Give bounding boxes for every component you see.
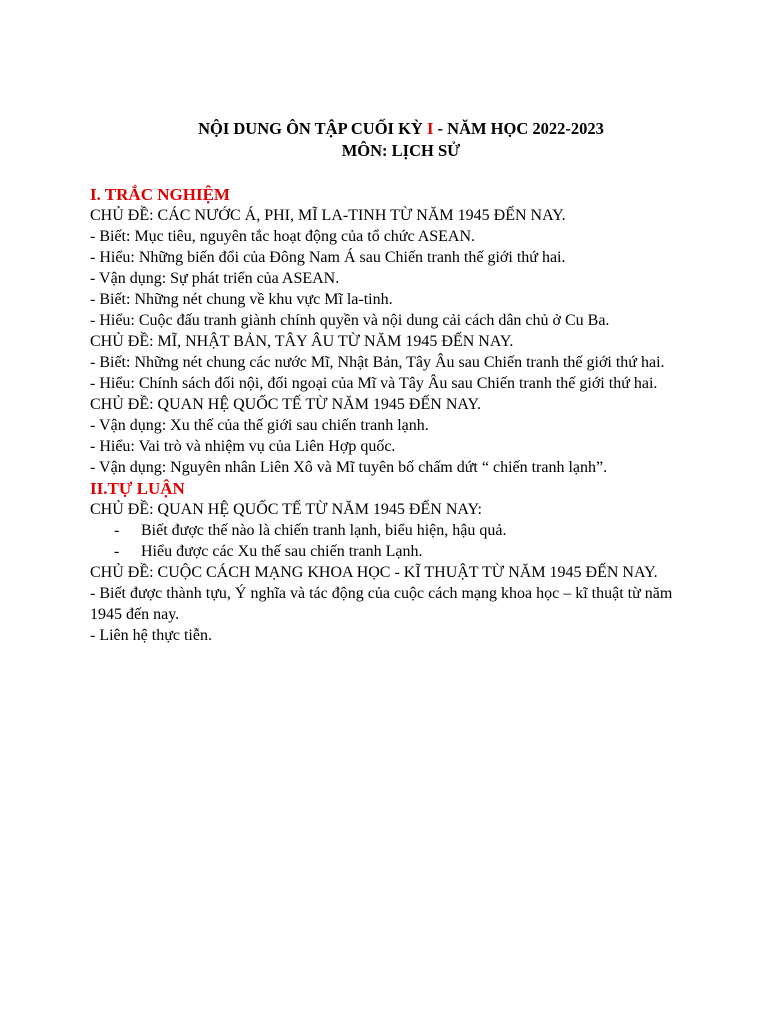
content-line: - Biết: Mục tiêu, nguyên tắc hoạt động của tổ chức ASEAN.: [90, 228, 476, 245]
content-line: - Vận dụng: Sự phát triển của ASEAN.: [90, 270, 340, 287]
content-line: - Biết: Những nét chung các nước Mĩ, Nhật Bản, Tây Âu sau Chiến tranh thế giới thứ hai.: [90, 354, 665, 371]
content-line: - Hiểu: Cuộc đấu tranh giành chính quyền và nội dung cải cách dân chủ ở Cu Ba.: [90, 312, 610, 329]
bullet-item: [90, 520, 708, 541]
content-line: - Hiểu: Những biến đổi của Đông Nam Á sau Chiến tranh thế giới thứ hai.: [90, 249, 566, 266]
bullet-item: [90, 541, 708, 562]
section-title-multiple-choice: I. TRẮC NGHIỆM: [90, 185, 230, 204]
content-line: - Hiểu: Chính sách đối nội, đối ngoại của Mĩ và Tây Âu sau Chiến tranh thế giới thứ hai.: [90, 375, 658, 392]
content-line: - Biết được thành tựu, Ý nghĩa và tác động của cuộc cách mạng khoa học – kĩ thuật từ năm 1945 đến nay.: [90, 585, 673, 623]
content-line: - Hiểu: Vai trò và nhiệm vụ của Liên Hợp quốc.: [90, 438, 396, 455]
title-term-accent: I: [426, 119, 434, 138]
content-line: - Vận dụng: Nguyên nhân Liên Xô và Mĩ tuyên bố chấm dứt “ chiến tranh lạnh”.: [90, 459, 608, 476]
title-text-part2: - NĂM HỌC 2022-2023: [433, 119, 604, 138]
document-subject: MÔN: LỊCH SỬ: [341, 141, 461, 160]
content-line: - Vận dụng: Xu thế của thế giới sau chiến tranh lạnh.: [90, 417, 429, 434]
bullet-text: Biết được thế nào là chiến tranh lạnh, biểu hiện, hậu quả.: [141, 522, 507, 539]
topic-heading: CHỦ ĐỀ: MĨ, NHẬT BẢN, TÂY ÂU TỪ NĂM 1945 ĐẾN NAY.: [90, 333, 514, 350]
title-text-part1: NỘI DUNG ÔN TẬP CUỐI KỲ: [198, 119, 427, 138]
bullet-marker: -: [114, 543, 120, 560]
document-title: [94, 118, 708, 140]
topic-heading: CHỦ ĐỀ: QUAN HỆ QUỐC TẾ TỪ NĂM 1945 ĐẾN NAY:: [90, 501, 482, 518]
topic-heading: CHỦ ĐỀ: CÁC NƯỚC Á, PHI, MĨ LA-TINH TỪ NĂM 1945 ĐẾN NAY.: [90, 207, 566, 224]
content-line: - Biết: Những nét chung về khu vực Mĩ la-tinh.: [90, 291, 393, 308]
bullet-marker: -: [114, 522, 120, 539]
content-line: - Liên hệ thực tiễn.: [90, 627, 212, 644]
topic-heading: CHỦ ĐỀ: CUỘC CÁCH MẠNG KHOA HỌC - KĨ THUẬT TỪ NĂM 1945 ĐẾN NAY.: [90, 564, 658, 581]
section-title-essay: II.TỰ LUẬN: [90, 479, 185, 498]
bullet-text: Hiểu được các Xu thế sau chiến tranh Lạnh.: [141, 543, 423, 560]
topic-heading: CHỦ ĐỀ: QUAN HỆ QUỐC TẾ TỪ NĂM 1945 ĐẾN NAY.: [90, 396, 481, 413]
spacer: [90, 162, 708, 184]
